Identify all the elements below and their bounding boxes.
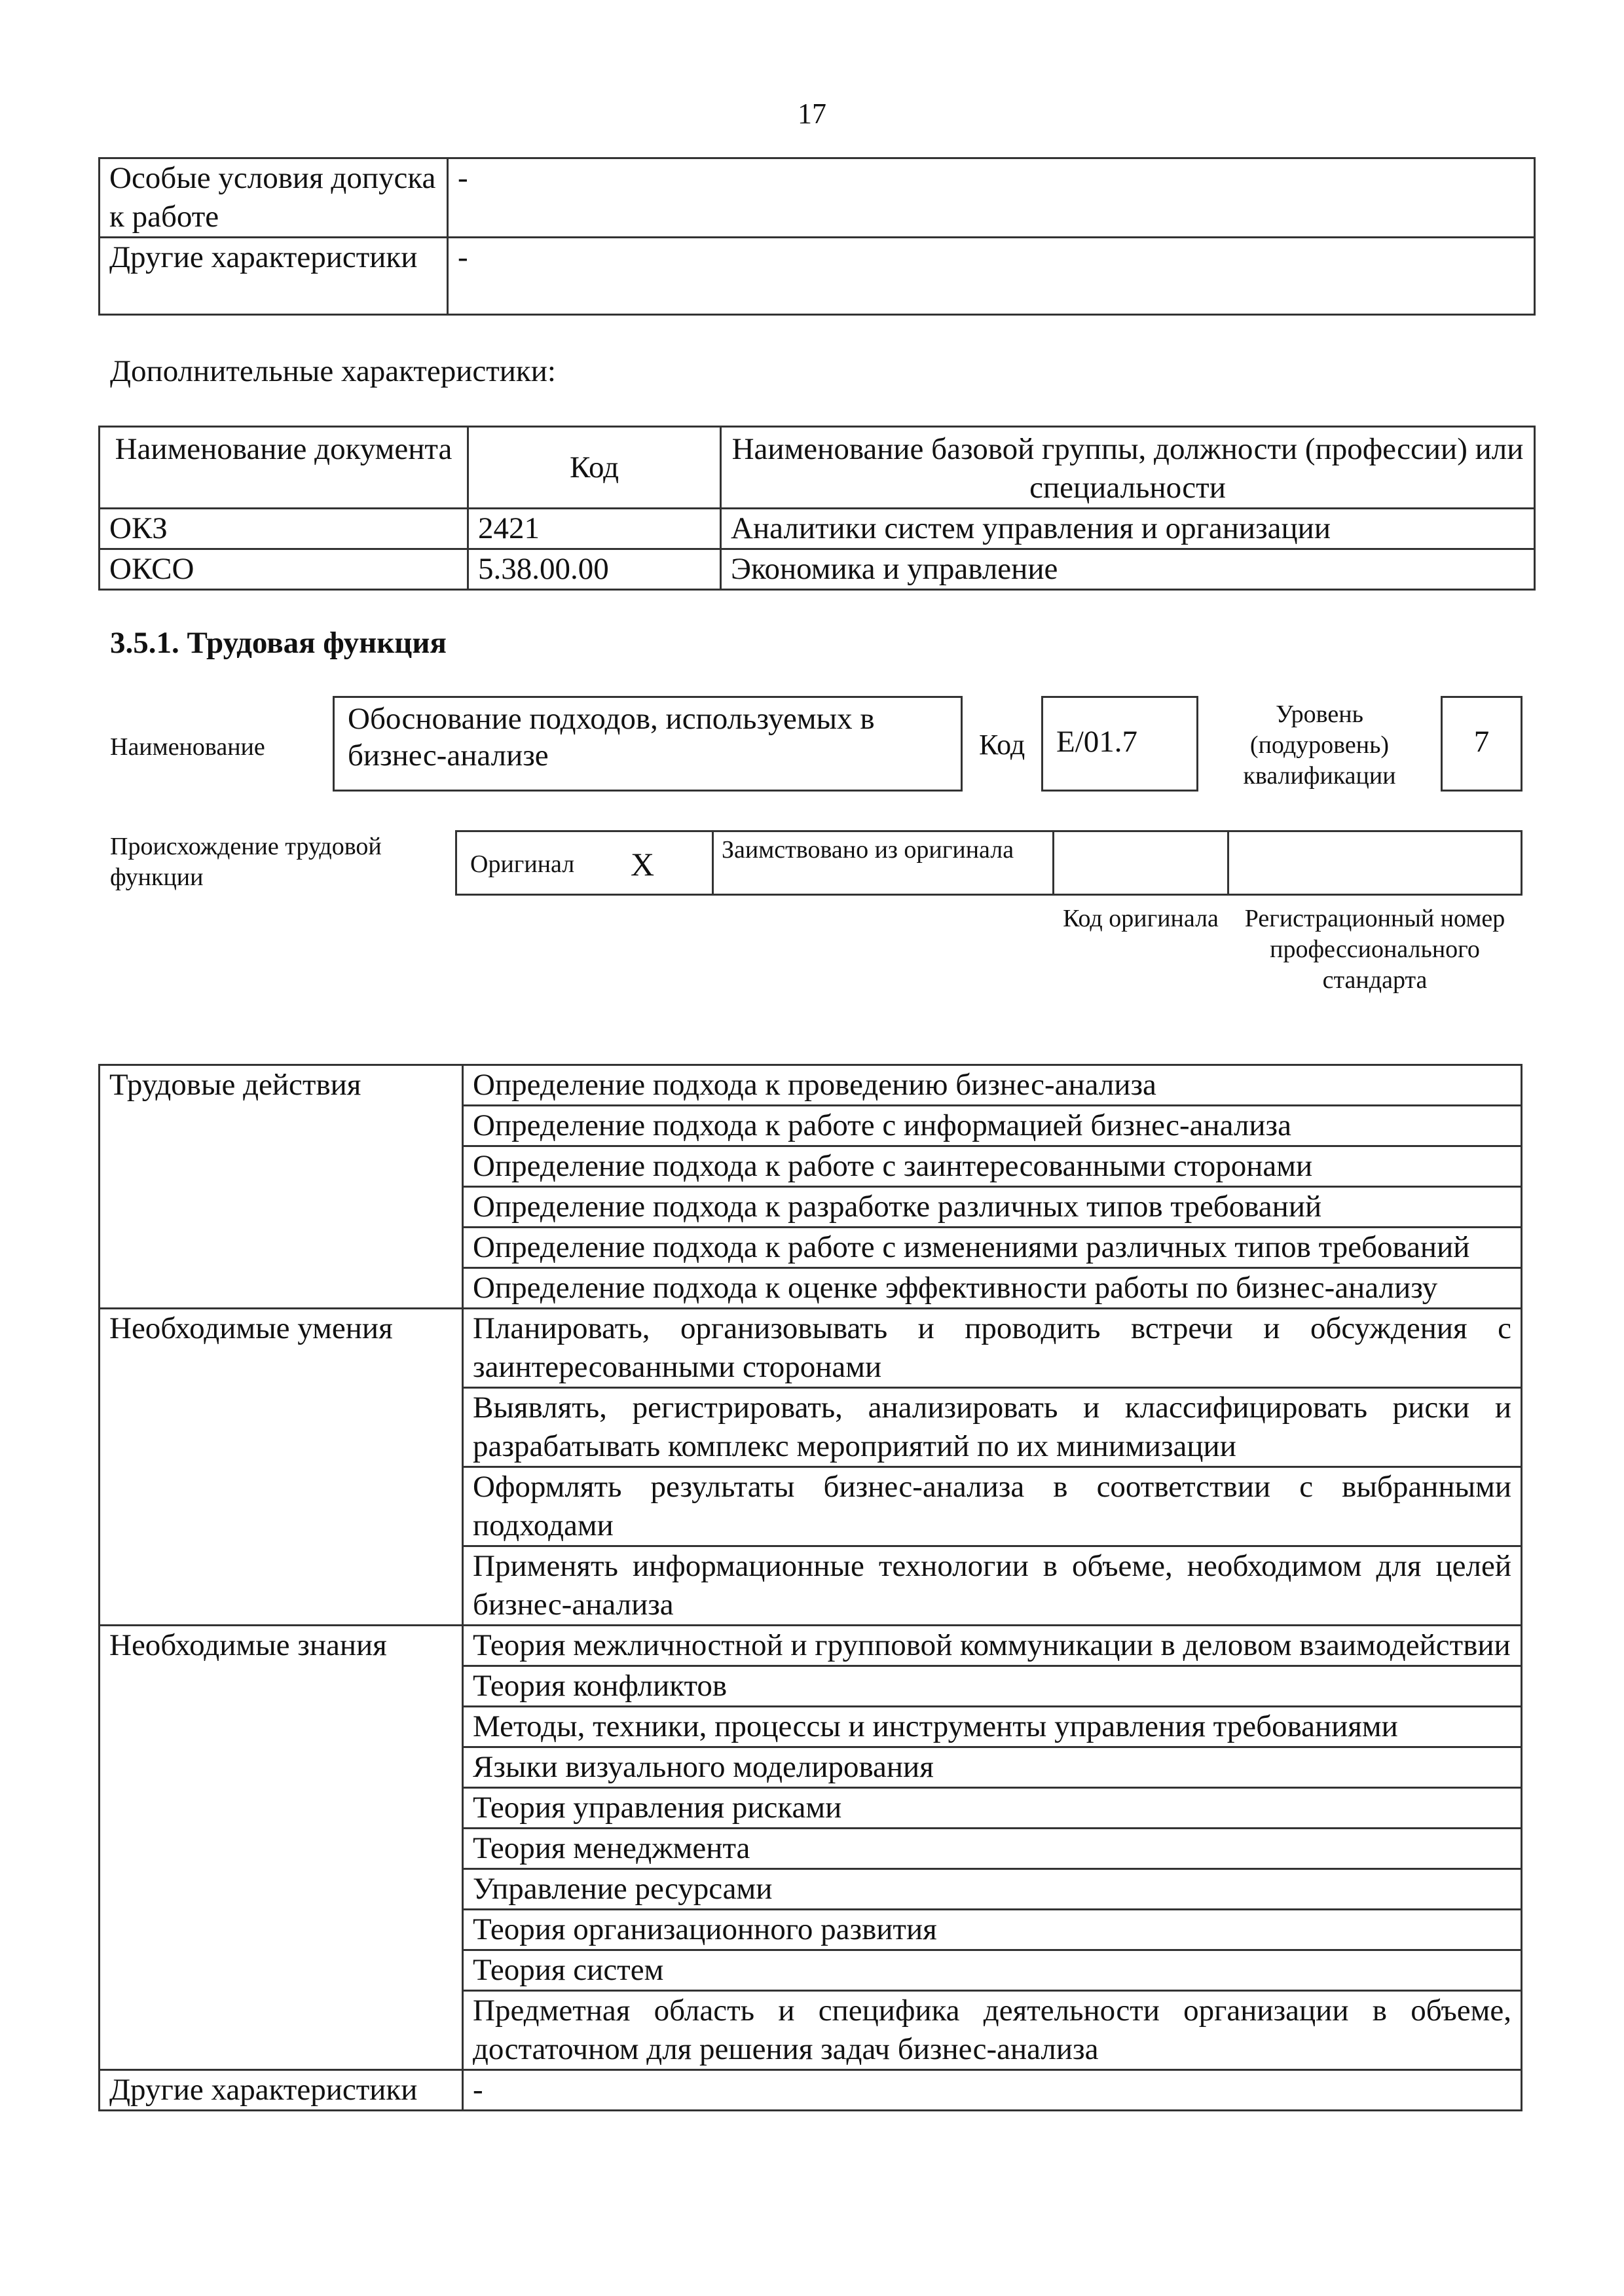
knowledge-item: Теория управления рисками [463,1788,1522,1829]
action-item: Определение подхода к разработке различных типов требований [463,1187,1522,1228]
other-label: Другие характеристики [100,2070,463,2111]
action-item: Определение подхода к работе с информацией бизнес-анализа [463,1106,1522,1146]
knowledge-item: Теория систем [463,1950,1522,1991]
knowledge-item: Языки визуального моделирования [463,1747,1522,1788]
skills-label: Необходимые умения [100,1309,463,1626]
header-code: Код [468,427,721,509]
knowledge-item: Теория межличностной и групповой коммуникации в деловом взаимодействии [463,1626,1522,1666]
header-group: Наименование базовой группы, должности (профессии) или специальности [721,427,1535,509]
other-characteristics-value: - [448,238,1535,315]
additional-title: Дополнительные характеристики: [110,354,556,388]
cell-doc: ОКЗ [100,509,468,549]
knowledge-item: Предметная область и специфика деятельности организации в объеме, достаточном для решения задач бизнес-анализа [463,1991,1522,2070]
origin-label: Происхождение трудовой функции [110,833,382,891]
name-label: Наименование [110,733,265,761]
action-item: Определение подхода к работе с заинтересованными сторонами [463,1146,1522,1187]
knowledge-item: Теория конфликтов [463,1666,1522,1707]
cell-code: 5.38.00.00 [468,549,721,590]
conditions-value: - [448,158,1535,238]
page-number: 17 [798,98,826,130]
borrowed-cell: Заимствовано из оригинала [712,830,1054,896]
table-row [100,1626,1522,1666]
table-row [100,549,1535,590]
table-header [100,427,1535,509]
cell-doc: ОКСО [100,549,468,590]
cell-code: 2421 [468,509,721,549]
table-row [100,1309,1522,1388]
action-item: Определение подхода к проведению бизнес-анализа [463,1065,1522,1106]
table-row [100,2070,1522,2111]
conditions-table [98,157,1536,316]
skill-item: Оформлять результаты бизнес-анализа в соответствии с выбранными подходами [463,1467,1522,1546]
action-item: Определение подхода к работе с изменениями различных типов требований [463,1228,1522,1268]
other-value: - [463,2070,1522,2111]
level-label: Уровень (подуровень) квалификации [1243,701,1396,790]
knowledge-item: Теория менеджмента [463,1829,1522,1869]
original-cell [455,830,714,896]
main-table [98,1064,1522,2111]
section-heading: 3.5.1. Трудовая функция [110,626,447,660]
header-doc: Наименование документа [100,427,468,509]
function-name-box: Обоснование подходов, используемых в бизнес-анализе [333,696,963,792]
registration-number-cell [1227,830,1522,896]
table-row [100,238,1535,315]
table-row [100,509,1535,549]
original-label: Оригинал [470,850,575,878]
level-box: 7 [1441,696,1522,792]
original-code-cell [1052,830,1229,896]
actions-label: Трудовые действия [100,1065,463,1309]
additional-table [98,426,1536,591]
skill-item: Планировать, организовывать и проводить встречи и обсуждения с заинтересованными сторонами [463,1309,1522,1388]
reg-caption: Регистрационный номер профессионального стандарта [1244,905,1505,994]
table-row [100,1065,1522,1106]
action-item: Определение подхода к оценке эффективности работы по бизнес-анализу [463,1268,1522,1309]
table-row [100,158,1535,238]
skill-item: Выявлять, регистрировать, анализировать и классифицировать риски и разрабатывать комплекс мероприятий по их минимизации [463,1388,1522,1467]
skill-item: Применять информационные технологии в объеме, необходимом для целей бизнес-анализа [463,1546,1522,1626]
knowledge-item: Методы, техники, процессы и инструменты управления требованиями [463,1707,1522,1747]
knowledge-label: Необходимые знания [100,1626,463,2070]
function-code-box: E/01.7 [1041,696,1198,792]
code-caption: Код оригинала [1063,905,1219,932]
cell-group: Аналитики систем управления и организации [721,509,1535,549]
cell-group: Экономика и управление [721,549,1535,590]
code-label: Код [979,729,1025,761]
other-characteristics-label: Другие характеристики [100,238,448,315]
conditions-label: Особые условия допуска к работе [100,158,448,238]
original-mark: X [631,846,655,883]
knowledge-item: Теория организационного развития [463,1910,1522,1950]
knowledge-item: Управление ресурсами [463,1869,1522,1910]
